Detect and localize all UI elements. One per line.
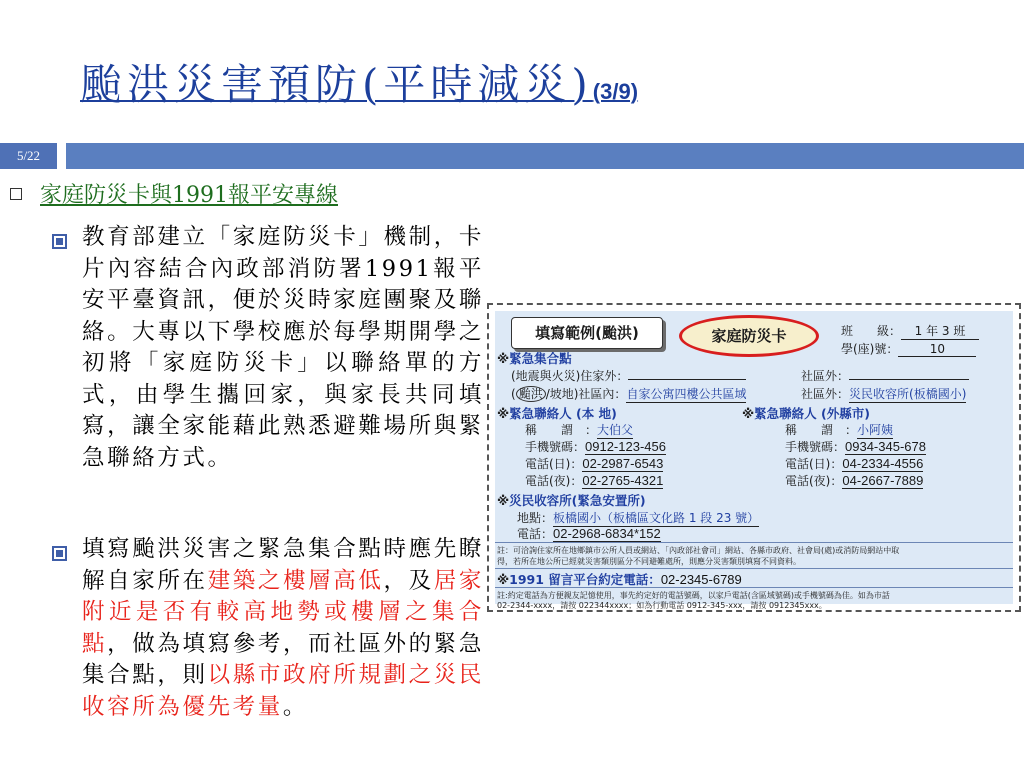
day-remote-value: 04-2334-4556 — [842, 456, 924, 471]
divider — [495, 587, 1013, 588]
phone-label: 電話： — [517, 527, 554, 541]
community-out-label-2: 社區外： — [801, 387, 850, 401]
para2-text-3: ，做為填寫參考，而社區外的緊急集合點，則 — [82, 630, 484, 688]
square-bullet-icon — [10, 188, 22, 200]
section-shelter-title: 災民收容所(緊急安置所) — [509, 493, 646, 508]
para2-highlight-1: 建築之樓層高低 — [207, 567, 384, 594]
mobile-label: 手機號碼： — [785, 440, 846, 454]
family-disaster-card — [487, 303, 1021, 612]
shelter-phone-value: 02-2968-6834*152 — [553, 526, 661, 541]
community-in-value: 自家公寓四樓公共區域 — [626, 387, 747, 401]
community-out-label: 社區外： — [801, 369, 850, 383]
class-value: 1 年 3 班 — [901, 322, 979, 340]
asterisk-icon: ※ — [497, 406, 510, 421]
night-local-value: 02-2765-4321 — [582, 473, 664, 488]
title-local-value: 大伯父 — [597, 423, 634, 437]
night-label: 電話(夜)： — [785, 474, 843, 488]
class-label: 班 級： — [841, 324, 902, 338]
note-1a: 註：可洽詢住家所在地鄉鎮市公所人員或網站、「內政部社會司」網站、各縣市政府、社會局(處)或消防局網站中取 — [497, 546, 900, 555]
section-shelter — [497, 491, 646, 509]
typhoon-row: ( 颱洪 /坡地)社區內：自家公寓四樓公共區域 — [511, 387, 747, 401]
contact-mobile-local — [525, 438, 666, 455]
community-out-row — [801, 367, 969, 384]
example-label: 填寫範例(颱洪) — [511, 317, 663, 349]
square-bullet-icon — [52, 234, 67, 249]
section-contact-local — [497, 404, 617, 422]
divider — [495, 542, 1013, 543]
title-label: 稱 謂 ： — [785, 423, 858, 437]
seat-row — [841, 340, 976, 357]
contact-day-remote — [785, 455, 923, 472]
header-bar — [66, 143, 1024, 169]
home-label: (地震與火災)住家外： — [511, 369, 629, 383]
night-label: 電話(夜)： — [525, 474, 583, 488]
mobile-remote-value: 0934-345-678 — [845, 439, 926, 454]
shelter-phone-row — [517, 525, 661, 542]
section-contact-remote-title: 緊急聯絡人 (外縣市) — [754, 406, 870, 421]
home-row — [511, 367, 746, 384]
section-contact-remote — [742, 404, 870, 422]
slide-title-text: 颱洪災害預防(平時減災) — [80, 60, 593, 109]
contact-mobile-remote — [785, 438, 926, 455]
section-1991-title: 1991 留言平台約定電話： — [509, 572, 661, 587]
day-label: 電話(日)： — [525, 457, 583, 471]
slide-title-suffix: (3/9) — [592, 79, 639, 104]
community-out-row-2 — [801, 385, 966, 403]
para2-text-1: 填寫颱洪災害之緊急集合點時應先瞭解自家所在 — [82, 536, 484, 594]
address-label: 地點： — [517, 511, 554, 525]
page-number: 5/22 — [0, 143, 57, 169]
community-out-value: 災民收容所(板橋國小) — [849, 387, 967, 401]
divider — [495, 568, 1013, 569]
asterisk-icon: ※ — [497, 493, 510, 508]
level1-text: 家庭防災卡與1991報平安專線 — [40, 183, 338, 208]
para2-text-4: 。 — [282, 693, 308, 720]
paragraph-1: 教育部建立「家庭防災卡」機制，卡片內容結合內政部消防署1991報平安平臺資訊，便於災時家庭團聚及聯絡。大專以下學校應於每學期開學之初將「家庭防災卡」以聯絡單的方式，由學生攜回家，與家長共同填寫，讓全家能藉此熟悉避難場所與緊急聯絡方式。 — [82, 224, 484, 471]
contact-title-local — [525, 421, 633, 439]
seat-value: 10 — [898, 342, 976, 357]
card-title: 家庭防災卡 — [679, 315, 819, 357]
paragraph-2 — [82, 534, 484, 723]
slide-title — [80, 52, 638, 112]
section-assembly-point — [497, 349, 572, 367]
para2-highlight-2: 居家附近是否有較高地勢或樓層之集合點 — [82, 567, 485, 657]
asterisk-icon: ※ — [497, 351, 510, 366]
section-1991 — [497, 570, 742, 588]
typhoon-label: /坡地)社區內： — [545, 387, 627, 401]
para2-highlight-3: 以縣市政府所規劃之災民收容所為優先考量 — [82, 662, 484, 720]
square-bullet-icon — [52, 546, 67, 561]
section-assembly-title: 緊急集合點 — [509, 351, 572, 366]
section-contact-local-title: 緊急聯絡人 (本 地) — [509, 406, 617, 421]
note-1b: 得，若所在地公所已經就災害類別區分不同避難處所，則應分災害類別填寫不同資料。 — [497, 557, 801, 566]
day-label: 電話(日)： — [785, 457, 843, 471]
para2-text-2: ，及 — [383, 567, 434, 594]
contact-night-local — [525, 472, 663, 489]
note-2b: 02-2344-xxxx，請按 022344xxxx；如為行動電話 0912-345-xxx，請按 0912345xxx。 — [497, 601, 827, 610]
contact-day-local — [525, 455, 663, 472]
mobile-local-value: 0912-123-456 — [585, 439, 666, 454]
note-2a: 註:約定電話為方便親友記憶使用，事先約定好的電話號碼，以家戶電話(含區域號碼)或手機號碼為佳。如為市話 — [497, 591, 890, 600]
seat-label: 學(座)號： — [841, 342, 899, 356]
class-row — [841, 322, 979, 340]
asterisk-icon: ※ — [742, 406, 755, 421]
level1-bullet — [10, 178, 480, 209]
typhoon-mark: 颱洪 — [516, 386, 546, 402]
contact-title-remote — [785, 421, 893, 439]
page-number-bar — [0, 143, 1024, 169]
section-1991-value: 02-2345-6789 — [660, 572, 742, 587]
day-local-value: 02-2987-6543 — [582, 456, 664, 471]
mobile-label: 手機號碼： — [525, 440, 586, 454]
title-label: 稱 謂 ： — [525, 423, 598, 437]
asterisk-icon: ※ — [497, 572, 510, 587]
shelter-address-value: 板橋國小（板橋區文化路 1 段 23 號） — [553, 511, 760, 525]
card-body — [495, 311, 1013, 610]
title-remote-value: 小阿姨 — [857, 423, 894, 437]
night-remote-value: 04-2667-7889 — [842, 473, 924, 488]
contact-night-remote — [785, 472, 923, 489]
